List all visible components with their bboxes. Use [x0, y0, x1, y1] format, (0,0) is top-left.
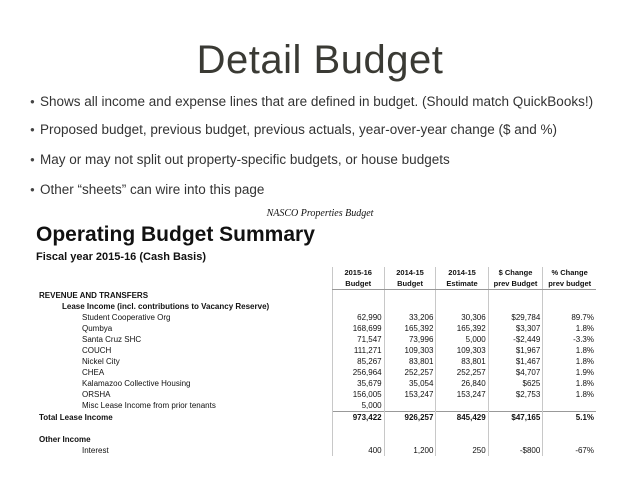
col-header: 2015-16 — [332, 267, 384, 278]
row-value: 252,257 — [384, 367, 436, 378]
image-caption: NASCO Properties Budget — [266, 208, 374, 219]
row-value: 250 — [436, 445, 488, 456]
row-label: ORSHA — [82, 390, 111, 399]
bullet-item: ● Proposed budget, previous budget, previous actuals, year-over-year change ($ and %) — [30, 122, 630, 138]
row-value: $29,784 — [488, 312, 543, 323]
row-value: 83,801 — [436, 356, 488, 367]
header-row — [36, 278, 596, 290]
group-row — [36, 301, 596, 312]
row-value: 83,801 — [384, 356, 436, 367]
row-value — [543, 400, 596, 412]
row-value: 5,000 — [436, 334, 488, 345]
row-value: 845,429 — [436, 412, 488, 424]
col-header: $ Change — [488, 267, 543, 278]
row-value: 109,303 — [384, 345, 436, 356]
row-value: 73,996 — [384, 334, 436, 345]
table-row — [36, 367, 596, 378]
table-row — [36, 334, 596, 345]
row-value: $2,753 — [488, 389, 543, 400]
row-label: Nickel City — [82, 357, 120, 366]
row-value: 111,271 — [332, 345, 384, 356]
table-row — [36, 400, 596, 412]
col-header: % Change — [543, 267, 596, 278]
row-value: 153,247 — [436, 389, 488, 400]
row-value: 33,206 — [384, 312, 436, 323]
row-value — [488, 400, 543, 412]
row-value: 165,392 — [384, 323, 436, 334]
sheet-subtitle: Fiscal year 2015-16 (Cash Basis) — [36, 251, 206, 263]
row-label: Kalamazoo Collective Housing — [82, 379, 191, 388]
row-label: CHEA — [82, 368, 105, 377]
section-label: REVENUE AND TRANSFERS — [39, 290, 149, 300]
row-value: 1.8% — [543, 356, 596, 367]
row-value: 256,964 — [332, 367, 384, 378]
row-value: 30,306 — [436, 312, 488, 323]
row-value: 1.8% — [543, 345, 596, 356]
slide-title: Detail Budget — [196, 38, 444, 82]
row-value: 1.8% — [543, 323, 596, 334]
row-value: 165,392 — [436, 323, 488, 334]
row-value: 62,990 — [332, 312, 384, 323]
row-value: 1.8% — [543, 378, 596, 389]
row-value: 85,267 — [332, 356, 384, 367]
col-header: Estimate — [436, 278, 488, 290]
col-header: Budget — [384, 278, 436, 290]
row-value: 168,699 — [332, 323, 384, 334]
row-value: 400 — [332, 445, 384, 456]
table-row — [36, 312, 596, 323]
table-row — [36, 378, 596, 389]
budget-table — [36, 267, 596, 456]
row-value: $47,165 — [488, 412, 543, 424]
group-label: Lease Income (incl. contributions to Vacancy Reserve) — [62, 302, 270, 311]
row-value: 109,303 — [436, 345, 488, 356]
row-value: 1.9% — [543, 367, 596, 378]
row-value: $1,467 — [488, 356, 543, 367]
row-label: Interest — [82, 446, 109, 455]
total-row — [36, 412, 596, 424]
table-row — [36, 445, 596, 456]
bullet-item: ● Shows all income and expense lines that are defined in budget. (Should match QuickBooks!) — [30, 94, 630, 110]
row-value: 89.7% — [543, 312, 596, 323]
header-row — [36, 267, 596, 278]
col-header: Budget — [332, 278, 384, 290]
row-value: $3,307 — [488, 323, 543, 334]
row-label: Qumbya — [82, 324, 113, 333]
row-value: 252,257 — [436, 367, 488, 378]
col-header: 2014-15 — [436, 267, 488, 278]
row-value: 973,422 — [332, 412, 384, 424]
bullet-item: ● May or may not split out property-specific budgets, or house budgets — [30, 152, 630, 168]
row-value — [436, 400, 488, 412]
row-value: $625 — [488, 378, 543, 389]
row-value: $1,967 — [488, 345, 543, 356]
row-value — [384, 400, 436, 412]
row-value: 153,247 — [384, 389, 436, 400]
row-value: -$800 — [488, 445, 543, 456]
row-value: -$2,449 — [488, 334, 543, 345]
row-label: COUCH — [82, 346, 112, 355]
row-value: -3.3% — [543, 334, 596, 345]
section-row — [36, 290, 596, 302]
table-row — [36, 323, 596, 334]
row-value: 156,005 — [332, 389, 384, 400]
bullet-list — [30, 94, 630, 212]
row-value: 5.1% — [543, 412, 596, 424]
row-value: 71,547 — [332, 334, 384, 345]
budget-spreadsheet — [36, 222, 596, 455]
row-value: $4,707 — [488, 367, 543, 378]
row-value: 35,679 — [332, 378, 384, 389]
row-value: 35,054 — [384, 378, 436, 389]
group-row — [36, 434, 596, 445]
row-value: 1.8% — [543, 389, 596, 400]
spacer-row — [36, 423, 596, 434]
table-row — [36, 389, 596, 400]
row-value: 5,000 — [332, 400, 384, 412]
group-label: Other Income — [39, 435, 91, 444]
table-row — [36, 345, 596, 356]
col-header: 2014-15 — [384, 267, 436, 278]
col-header: prev budget — [543, 278, 596, 290]
row-value: 1,200 — [384, 445, 436, 456]
row-label: Santa Cruz SHC — [82, 335, 142, 344]
sheet-title: Operating Budget Summary — [36, 223, 315, 246]
row-label: Total Lease Income — [39, 412, 113, 422]
table-row — [36, 356, 596, 367]
bullet-item: ● Other “sheets” can wire into this page — [30, 182, 630, 198]
row-value: 26,840 — [436, 378, 488, 389]
col-header: prev Budget — [488, 278, 543, 290]
row-value: -67% — [543, 445, 596, 456]
row-label: Misc Lease Income from prior tenants — [82, 401, 216, 411]
row-label: Student Cooperative Org — [82, 313, 171, 322]
row-value: 926,257 — [384, 412, 436, 424]
